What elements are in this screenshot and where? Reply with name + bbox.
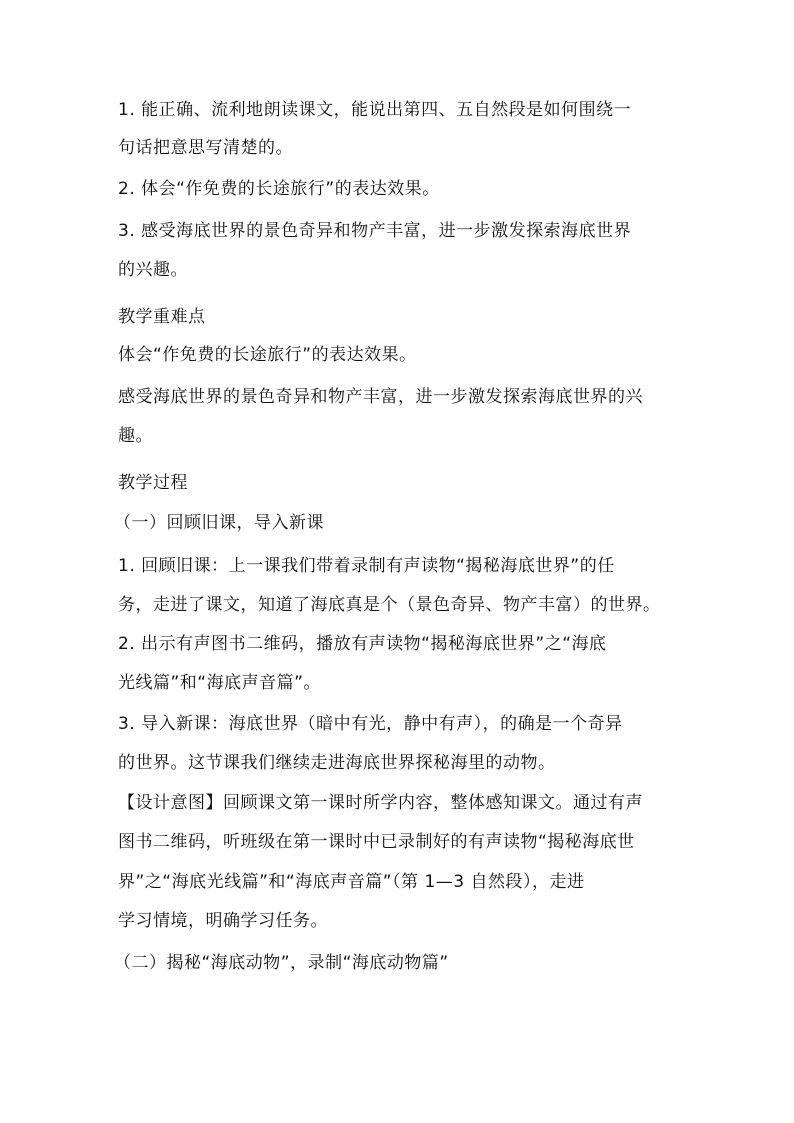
- key-point-2-line-1: 感受海底世界的景色奇异和物产丰富，进一步激发探索海底世界的兴: [118, 387, 643, 407]
- key-point-1: 体会“作免费的长途旅行”的表达效果。: [118, 345, 417, 365]
- step-1-line-1: 1. 回顾旧课：上一课我们带着录制有声读物“揭秘海底世界”的任: [118, 556, 615, 576]
- step-3-line-2: 的世界。这节课我们继续走进海底世界探秘海里的动物。: [118, 753, 556, 773]
- process-heading: 教学过程: [118, 473, 188, 493]
- key-point-2-line-2: 趣。: [118, 426, 153, 446]
- design-intent-line-1: 【设计意图】回顾课文第一课时所学内容，整体感知课文。通过有声: [118, 793, 643, 813]
- step-2-line-1: 2. 出示有声图书二维码，播放有声读物“揭秘海底世界”之“海底: [118, 634, 607, 654]
- key-points-heading: 教学重难点: [118, 307, 206, 327]
- design-intent-line-3: 界”之“海底光线篇”和“海底声音篇”（第 1—3 自然段），走进: [118, 872, 585, 892]
- section-1-title: （一）回顾旧课，导入新课: [114, 513, 324, 533]
- step-1-line-2: 务，走进了课文，知道了海底真是个（景色奇异、物产丰富）的世界。: [118, 595, 661, 615]
- objective-3-line-1: 3. 感受海底世界的景色奇异和物产丰富，进一步激发探索海底世界: [118, 221, 632, 241]
- objective-1-line-2: 句话把意思写清楚的。: [118, 138, 293, 158]
- objective-3-line-2: 的兴趣。: [118, 260, 188, 280]
- design-intent-line-4: 学习情境，明确学习任务。: [118, 911, 328, 931]
- step-3-line-1: 3. 导入新课：海底世界（暗中有光，静中有声），的确是一个奇异: [118, 714, 623, 734]
- section-2-title: （二）揭秘“海底动物”，录制“海底动物篇”: [114, 953, 449, 973]
- step-2-line-2: 光线篇”和“海底声音篇”。: [118, 673, 321, 693]
- design-intent-line-2: 图书二维码，听班级在第一课时中已录制好的有声读物“揭秘海底世: [118, 832, 635, 852]
- objective-1-line-1: 1. 能正确、流利地朗读课文，能说出第四、五自然段是如何围绕一: [118, 100, 632, 120]
- objective-2: 2. 体会“作免费的长途旅行”的表达效果。: [118, 179, 440, 199]
